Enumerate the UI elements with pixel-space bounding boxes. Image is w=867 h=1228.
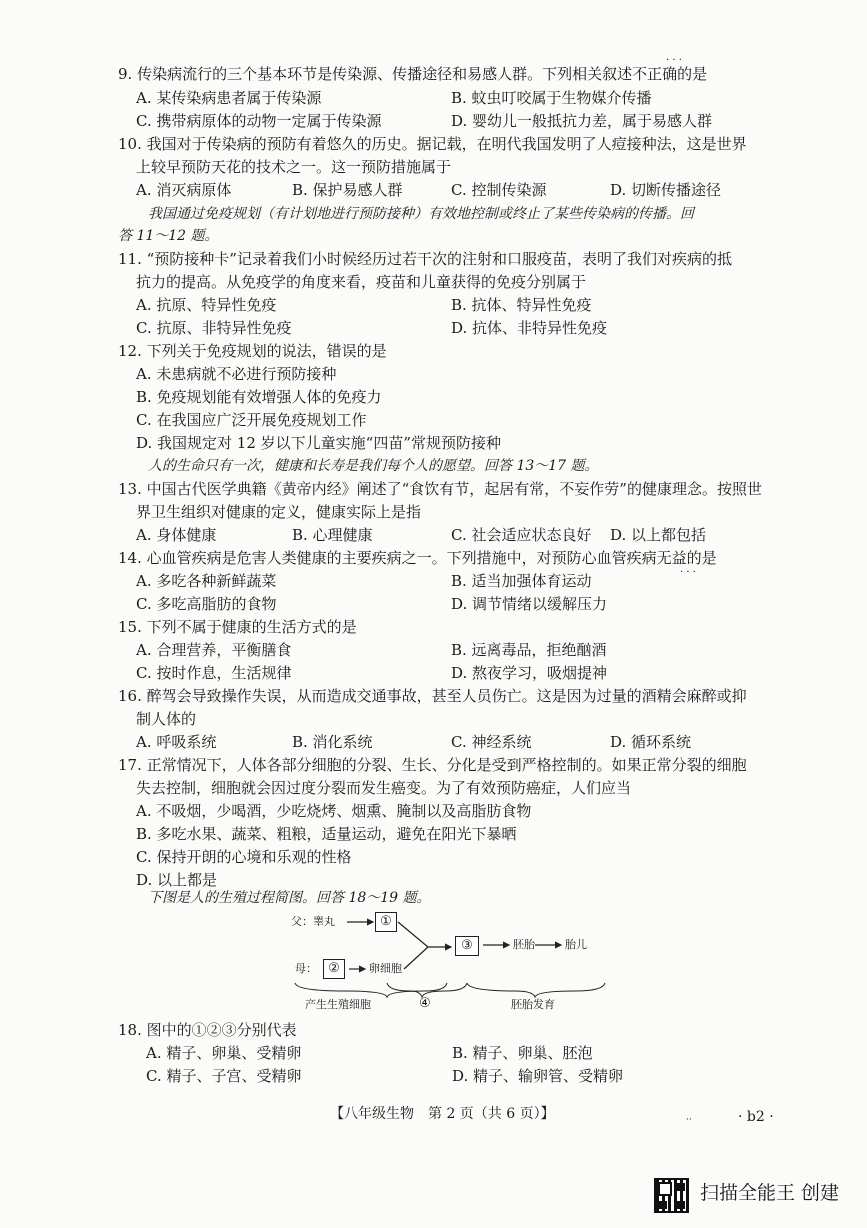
question-9: 9. 传染病流行的三个基本环节是传染源、传播途径和易感人群。下列相关叙述不正确的是	[118, 65, 708, 83]
q11-option-c: C. 抗原、非特异性免疫	[136, 319, 292, 337]
fetus-label: 胎儿	[565, 938, 587, 951]
embryo-label: 胚胎	[513, 938, 535, 951]
question-14: 14. 心血管疾病是危害人类健康的主要疾病之一。下列措施中，对预防心血管疾病无益的是	[118, 549, 717, 567]
box-1: ①	[375, 912, 397, 932]
emphasis-dots: · · ·	[680, 567, 696, 578]
q17-option-a: A. 不吸烟，少喝酒，少吃烧烤、烟熏、腌制以及高脂肪食物	[136, 802, 532, 820]
question-10-cont: 上较早预防天花的技术之一。这一预防措施属于	[136, 158, 452, 176]
q16-option-b: B. 消化系统	[292, 733, 373, 751]
question-12: 12. 下列关于免疫规划的说法，错误的是	[118, 342, 387, 360]
stage-4: ④	[419, 996, 431, 1011]
q9-option-d: D. 婴幼儿一般抵抗力差，属于易感人群	[451, 112, 713, 130]
q15-option-a: A. 合理营养，平衡膳食	[136, 641, 292, 659]
q15-option-d: D. 熬夜学习，吸烟提神	[451, 664, 608, 682]
q14-option-a: A. 多吃各种新鲜蔬菜	[136, 572, 277, 590]
q18-option-d: D. 精子、输卵管、受精卵	[452, 1067, 624, 1085]
emphasis-dots: · · ·	[666, 55, 682, 66]
stage-embryo-development: 胚胎发育	[511, 998, 555, 1011]
q18-option-b: B. 精子、卵巢、胚泡	[452, 1044, 593, 1062]
question-18: 18. 图中的①②③分别代表	[118, 1021, 297, 1039]
q9-option-c: C. 携带病原体的动物一定属于传染源	[136, 112, 382, 130]
q12-option-c: C. 在我国应广泛开展免疫规划工作	[136, 411, 367, 429]
q11-option-a: A. 抗原、特异性免疫	[136, 296, 277, 314]
question-17: 17. 正常情况下，人体各部分细胞的分裂、生长、分化是受到严格控制的。如果正常分裂的细胞	[118, 756, 747, 774]
question-11: 11. “预防接种卡”记录着我们小时候经历过若干次的注射和口服疫苗，表明了我们对疾病的抵	[118, 250, 732, 268]
q16-option-d: D. 循环系统	[610, 733, 692, 751]
q11-option-b: B. 抗体、特异性免疫	[451, 296, 592, 314]
page-code: · b2 ·	[738, 1109, 774, 1125]
q13-option-a: A. 身体健康	[136, 526, 217, 544]
father-label: 父：睾丸	[291, 915, 335, 928]
q14-option-b: B. 适当加强体育运动	[451, 572, 592, 590]
q13-option-b: B. 心理健康	[292, 526, 373, 544]
question-15: 15. 下列不属于健康的生活方式的是	[118, 618, 357, 636]
q13-option-c: C. 社会适应状态良好	[451, 526, 592, 544]
intro-18-19: 下图是人的生殖过程简图。回答 18～19 题。	[148, 890, 431, 906]
question-16: 16. 醉驾会导致操作失误，从而造成交通事故，甚至人员伤亡。这是因为过量的酒精会麻醉或抑	[118, 687, 747, 705]
box-3: ③	[455, 936, 479, 956]
q16-option-c: C. 神经系统	[451, 733, 532, 751]
q14-option-c: C. 多吃高脂肪的食物	[136, 595, 277, 613]
q17-option-b: B. 多吃水果、蔬菜、粗粮，适量运动，避免在阳光下暴晒	[136, 825, 517, 843]
q10-option-b: B. 保护易感人群	[292, 181, 403, 199]
q17-option-d: D. 以上都是	[136, 871, 218, 889]
question-13: 13. 中国古代医学典籍《黄帝内经》阐述了“食饮有节，起居有常，不妄作劳”的健康理念。按照世	[118, 480, 762, 498]
q17-option-c: C. 保持开朗的心境和乐观的性格	[136, 848, 352, 866]
q10-option-d: D. 切断传播途径	[610, 181, 722, 199]
scanner-watermark: 扫描全能王 创建	[700, 1182, 840, 1204]
question-11-cont: 抗力的提高。从免疫学的角度来看，疫苗和儿童获得的免疫分别属于	[136, 273, 587, 291]
q12-option-a: A. 未患病就不必进行预防接种	[136, 365, 337, 383]
page-footer: 【八年级生物 第 2 页（共 6 页）】	[330, 1106, 555, 1122]
intro-13-17: 人的生命只有一次，健康和长寿是我们每个人的愿望。回答 13～17 题。	[148, 458, 599, 474]
reproduction-diagram	[285, 905, 615, 1015]
q12-option-d: D. 我国规定对 12 岁以下儿童实施“四苗”常规预防接种	[136, 434, 501, 452]
q12-option-b: B. 免疫规划能有效增强人体的免疫力	[136, 388, 382, 406]
q11-option-d: D. 抗体、非特异性免疫	[451, 319, 608, 337]
question-16-cont: 制人体的	[136, 710, 197, 728]
q9-option-b: B. 蚊虫叮咬属于生物媒介传播	[451, 89, 652, 107]
mother-label: 母：	[295, 962, 317, 975]
intro-11-12: 我国通过免疫规划（有计划地进行预防接种）有效地控制或终止了某些传染病的传播。回	[148, 206, 694, 222]
egg-cell-label: 卵细胞	[369, 962, 402, 975]
q15-option-c: C. 按时作息，生活规律	[136, 664, 292, 682]
q15-option-b: B. 远离毒品，拒绝酗酒	[451, 641, 607, 659]
q10-option-c: C. 控制传染源	[451, 181, 547, 199]
q13-option-d: D. 以上都包括	[610, 526, 707, 544]
q18-option-c: C. 精子、子宫、受精卵	[146, 1067, 302, 1085]
question-17-cont: 失去控制，细胞就会因过度分裂而发生癌变。为了有效预防癌症，人们应当	[136, 779, 632, 797]
q16-option-a: A. 呼吸系统	[136, 733, 217, 751]
stage-germ-cells: 产生生殖细胞	[305, 998, 371, 1011]
question-10: 10. 我国对于传染病的预防有着悠久的历史。据记载，在明代我国发明了人痘接种法，这是世界	[118, 135, 747, 153]
q9-option-a: A. 某传染病患者属于传染源	[136, 89, 322, 107]
question-13-cont: 界卫生组织对健康的定义，健康实际上是指	[136, 503, 422, 521]
box-2: ②	[323, 959, 345, 979]
qr-code-icon	[654, 1178, 689, 1213]
q10-option-a: A. 消灭病原体	[136, 181, 232, 199]
corner-mark: ··	[686, 1115, 692, 1125]
intro-11-12-cont: 答 11～12 题。	[118, 228, 219, 244]
q18-option-a: A. 精子、卵巢、受精卵	[146, 1044, 302, 1062]
q14-option-d: D. 调节情绪以缓解压力	[451, 595, 608, 613]
